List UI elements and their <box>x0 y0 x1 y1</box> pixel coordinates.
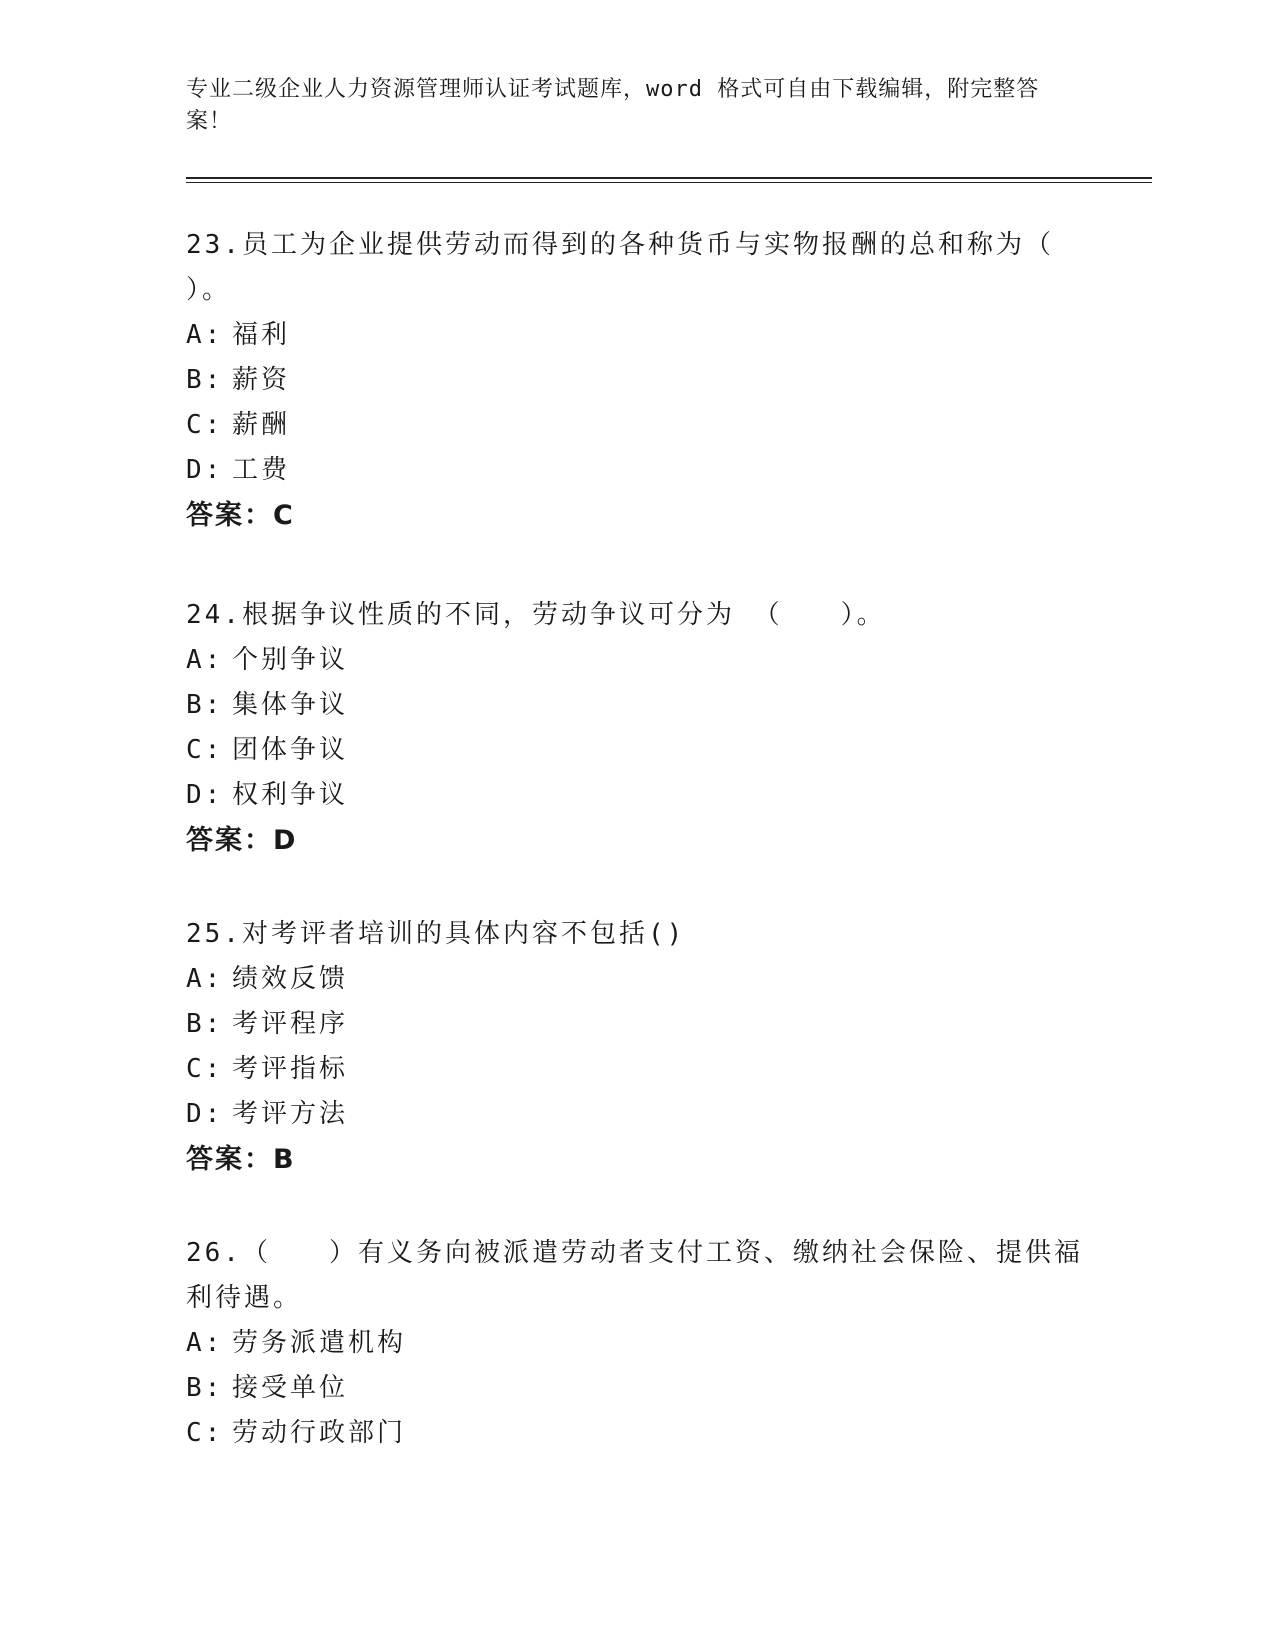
option-text: 劳务派遣机构 <box>232 1328 407 1358</box>
question-26 <box>186 1231 1086 1456</box>
header-divider-thin <box>186 182 1152 183</box>
option-b <box>186 1002 1086 1047</box>
option-letter: D: <box>186 1099 224 1129</box>
question-23 <box>186 223 1086 539</box>
option-letter: A: <box>186 1328 224 1358</box>
option-text: 个别争议 <box>232 645 349 675</box>
option-b <box>186 358 1086 403</box>
option-letter: C: <box>186 410 224 440</box>
option-text: 薪酬 <box>232 410 291 440</box>
answer-line: 答案：B <box>186 1144 296 1175</box>
option-letter: C: <box>186 1418 224 1448</box>
option-letter: B: <box>186 365 224 395</box>
option-letter: B: <box>186 1009 224 1039</box>
option-text: 集体争议 <box>232 690 349 720</box>
question-stem: 23.员工为企业提供劳动而得到的各种货币与实物报酬的总和称为（ ）。 <box>186 230 1054 305</box>
option-b <box>186 683 1086 728</box>
option-letter: D: <box>186 780 224 810</box>
option-text: 权利争议 <box>232 780 349 810</box>
question-stem: 26.（ ）有义务向被派遣劳动者支付工资、缴纳社会保险、提供福利待遇。 <box>186 1238 1083 1313</box>
option-letter: C: <box>186 1054 224 1084</box>
option-letter: A: <box>186 964 224 994</box>
option-a <box>186 313 1086 358</box>
question-25 <box>186 912 1086 1183</box>
answer-line: 答案：D <box>186 825 298 856</box>
option-text: 绩效反馈 <box>232 964 349 994</box>
option-c <box>186 1047 1086 1092</box>
option-a <box>186 957 1086 1002</box>
option-text: 劳动行政部门 <box>232 1418 407 1448</box>
option-letter: A: <box>186 645 224 675</box>
option-letter: A: <box>186 320 224 350</box>
question-24 <box>186 593 1086 864</box>
option-c <box>186 728 1086 773</box>
header-divider-thick <box>186 177 1152 179</box>
option-letter: B: <box>186 690 224 720</box>
question-stem: 24.根据争议性质的不同，劳动争议可分为 （ ）。 <box>186 600 886 630</box>
option-a <box>186 1321 1086 1366</box>
question-stem: 25.对考评者培训的具体内容不包括() <box>186 919 686 949</box>
option-text: 考评程序 <box>232 1009 349 1039</box>
option-d <box>186 1092 1086 1137</box>
option-c <box>186 1411 1086 1456</box>
option-text: 团体争议 <box>232 735 349 765</box>
option-b <box>186 1366 1086 1411</box>
option-d <box>186 448 1086 493</box>
option-text: 考评方法 <box>232 1099 349 1129</box>
option-a <box>186 638 1086 683</box>
option-c <box>186 403 1086 448</box>
option-letter: C: <box>186 735 224 765</box>
answer-line: 答案：C <box>186 500 295 531</box>
option-text: 考评指标 <box>232 1054 349 1084</box>
option-text: 工费 <box>232 455 291 485</box>
option-letter: D: <box>186 455 224 485</box>
option-text: 薪资 <box>232 365 291 395</box>
option-letter: B: <box>186 1373 224 1403</box>
document-header: 专业二级企业人力资源管理师认证考试题库，word 格式可自由下载编辑，附完整答案！ <box>186 77 1040 134</box>
option-text: 接受单位 <box>232 1373 349 1403</box>
option-d <box>186 773 1086 818</box>
option-text: 福利 <box>232 320 291 350</box>
